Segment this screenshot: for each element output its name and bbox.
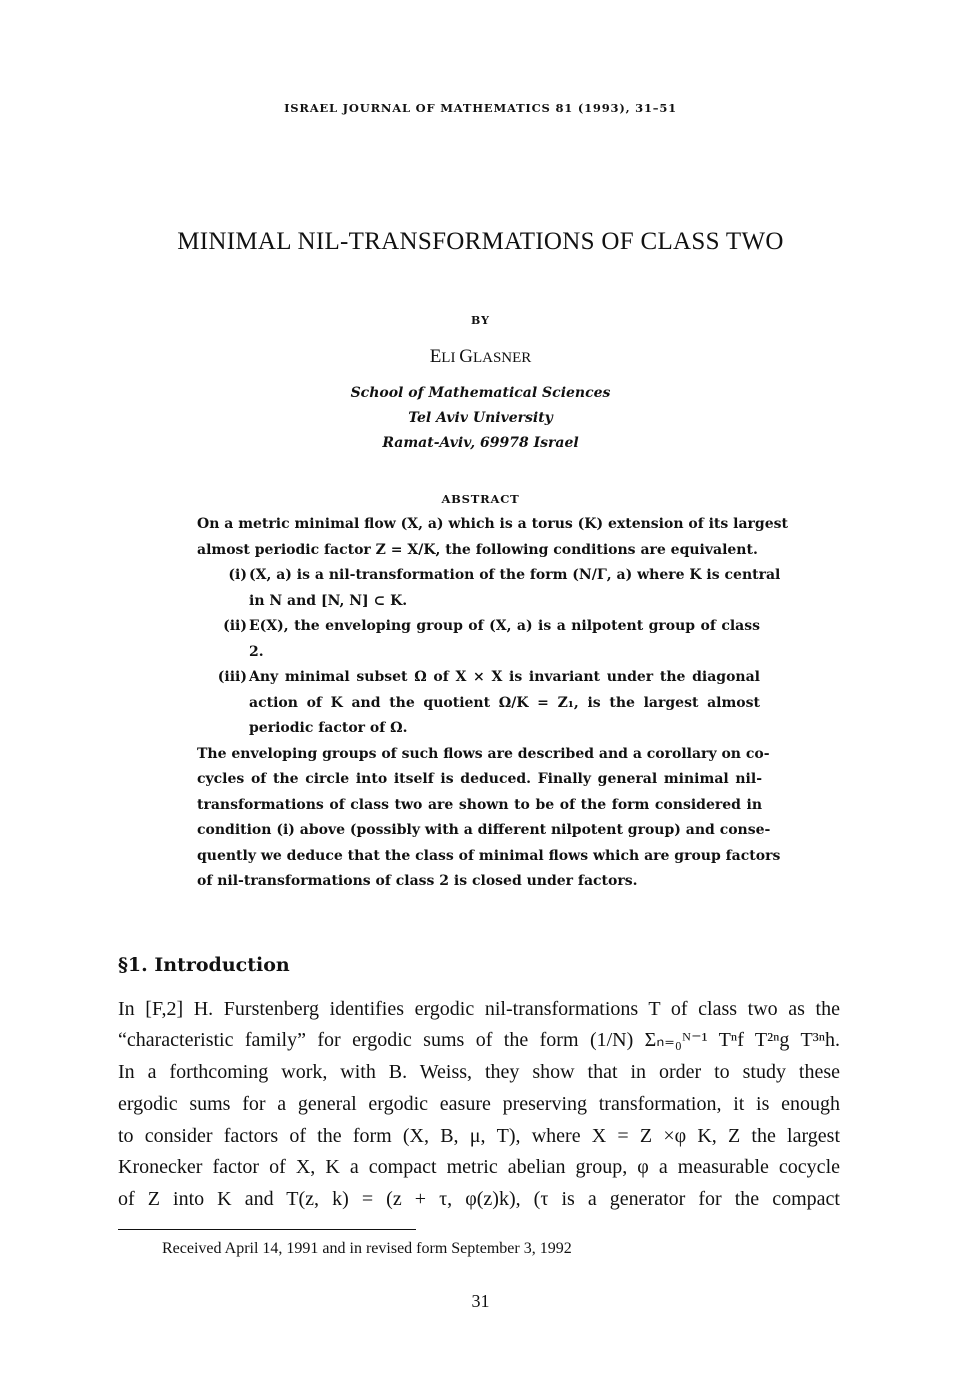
abstract-item-number: (ii) <box>223 618 247 634</box>
abstract-item-line: action of K and the quotient Ω/K = Z₁, is the largest almost <box>249 695 760 711</box>
abstract-item-line: 2. <box>249 644 264 660</box>
abstract-line: The enveloping groups of such flows are described and a corollary on co- <box>197 746 770 762</box>
body-line: In a forthcoming work, with B. Weiss, they show that in order to study these <box>118 1061 840 1083</box>
abstract-item-line: periodic factor of Ω. <box>249 720 408 736</box>
author-name: ELI GLASNER <box>429 346 532 367</box>
abstract-item-line: (X, a) is a nil-transformation of the form (N/Γ, a) where K is central <box>249 567 781 583</box>
abstract-item-number: (i) <box>228 567 247 583</box>
section-heading: §1. Introduction <box>118 954 290 976</box>
footnote: Received April 14, 1991 and in revised form September 3, 1992 <box>162 1240 572 1257</box>
page-number: 31 <box>471 1291 490 1311</box>
abstract-line: cycles of the circle into itself is deduced. Finally general minimal nil- <box>197 771 762 787</box>
abstract-line: condition (i) above (possibly with a different nilpotent group) and conse- <box>197 822 771 838</box>
affiliation-line: School of Mathematical Sciences <box>350 385 611 401</box>
abstract-heading: ABSTRACT <box>441 492 520 506</box>
paper-title: MINIMAL NIL-TRANSFORMATIONS OF CLASS TWO <box>177 228 784 255</box>
abstract-line: almost periodic factor Z = X/K, the following conditions are equivalent. <box>197 542 758 558</box>
body-line: ergodic sums for a general ergodic easure preserving transformation, it is enough <box>118 1093 840 1115</box>
abstract-line: of nil-transformations of class 2 is closed under factors. <box>197 873 638 889</box>
abstract-line: transformations of class two are shown to be of the form considered in <box>197 797 762 813</box>
abstract-item-number: (iii) <box>217 669 247 685</box>
affiliation-line: Tel Aviv University <box>408 410 553 426</box>
journal-header: ISRAEL JOURNAL OF MATHEMATICS 81 (1993), 31–51 <box>284 101 677 115</box>
body-line: of Z into K and T(z, k) = (z + τ, φ(z)k), (τ is a generator for the compact <box>118 1188 840 1210</box>
abstract-item-line: E(X), the enveloping group of (X, a) is a nilpotent group of class <box>249 618 760 634</box>
body-line: Kronecker factor of X, K a compact metric abelian group, φ a measurable cocycle <box>118 1156 840 1178</box>
abstract-item-line: Any minimal subset Ω of X × X is invariant under the diagonal <box>249 669 760 685</box>
abstract-line: On a metric minimal flow (X, a) which is a torus (K) extension of its largest <box>197 516 788 532</box>
body-line: In [F,2] H. Furstenberg identifies ergodic nil-transformations T of class two as the <box>118 998 840 1020</box>
body-line: “characteristic family” for ergodic sums of the form (1/N) Σₙ₌₀ᴺ⁻¹ Tⁿf T²ⁿg T³ⁿh. <box>118 1029 840 1051</box>
footnote-divider <box>118 1229 416 1230</box>
affiliation-line: Ramat-Aviv, 69978 Israel <box>382 435 579 451</box>
body-line: to consider factors of the form (X, B, μ, T), where X = Z ×φ K, Z the largest <box>118 1125 840 1147</box>
by-label: BY <box>471 314 490 327</box>
abstract-item-line: in N and [N, N] ⊂ K. <box>249 593 408 609</box>
abstract-line: quently we deduce that the class of minimal flows which are group factors <box>197 848 781 864</box>
